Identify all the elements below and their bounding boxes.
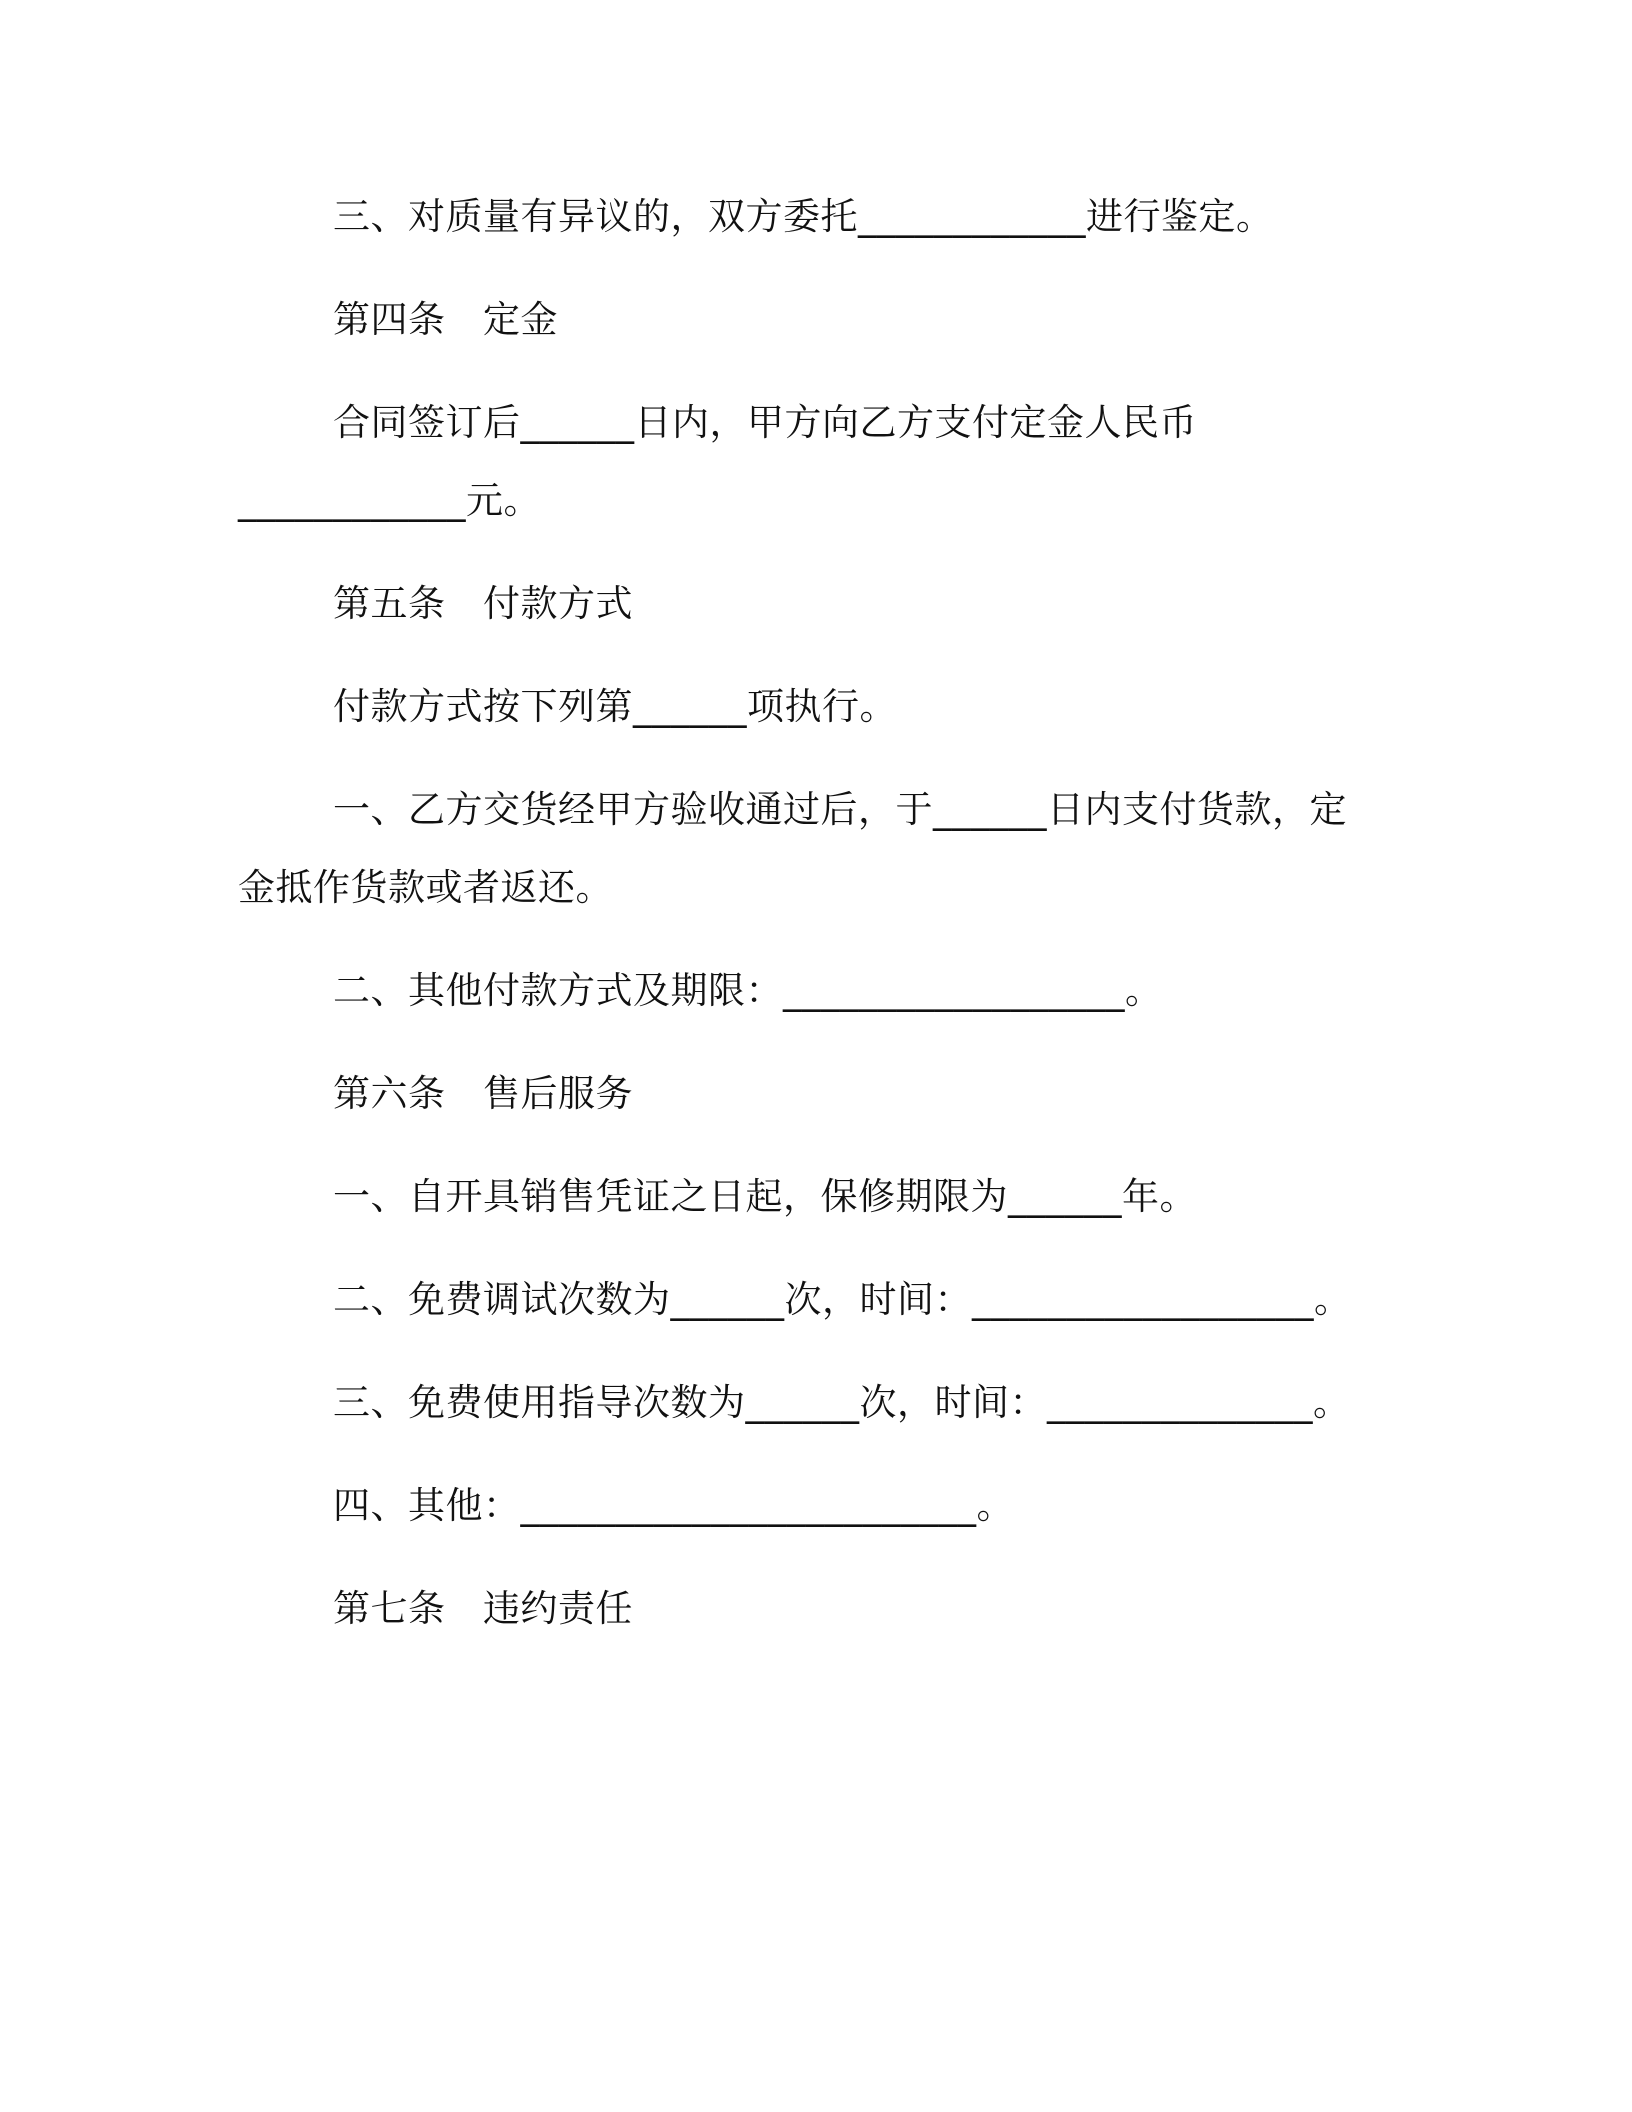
article-5-heading: 第五条 付款方式 [333, 582, 633, 625]
article-4-heading: 第四条 定金 [333, 298, 558, 341]
article-6-heading: 第六条 售后服务 [333, 1072, 633, 1115]
article-5-clause-1-continued: 金抵作货款或者返还。 [238, 866, 613, 909]
article-5-clause-1: 一、乙方交货经甲方验收通过后，于______日内支付货款，定 [333, 788, 1347, 831]
article-6-clause-2: 二、免费调试次数为______次，时间：__________________。 [333, 1278, 1352, 1321]
article-4-deposit-text-continued: ____________元。 [238, 479, 541, 522]
article-6-clause-3: 三、免费使用指导次数为______次，时间：______________。 [333, 1381, 1351, 1424]
article-6-clause-4: 四、其他：________________________。 [333, 1484, 1014, 1527]
article-5-clause-2: 二、其他付款方式及期限：__________________。 [333, 969, 1163, 1012]
article-4-deposit-text: 合同签订后______日内，甲方向乙方支付定金人民币 [333, 401, 1197, 444]
clause-3-quality-dispute: 三、对质量有异议的，双方委托____________进行鉴定。 [333, 195, 1274, 238]
article-5-payment-option: 付款方式按下列第______项执行。 [333, 685, 897, 728]
article-7-heading: 第七条 违约责任 [333, 1587, 633, 1630]
article-6-clause-1: 一、自开具销售凭证之日起，保修期限为______年。 [333, 1175, 1197, 1218]
